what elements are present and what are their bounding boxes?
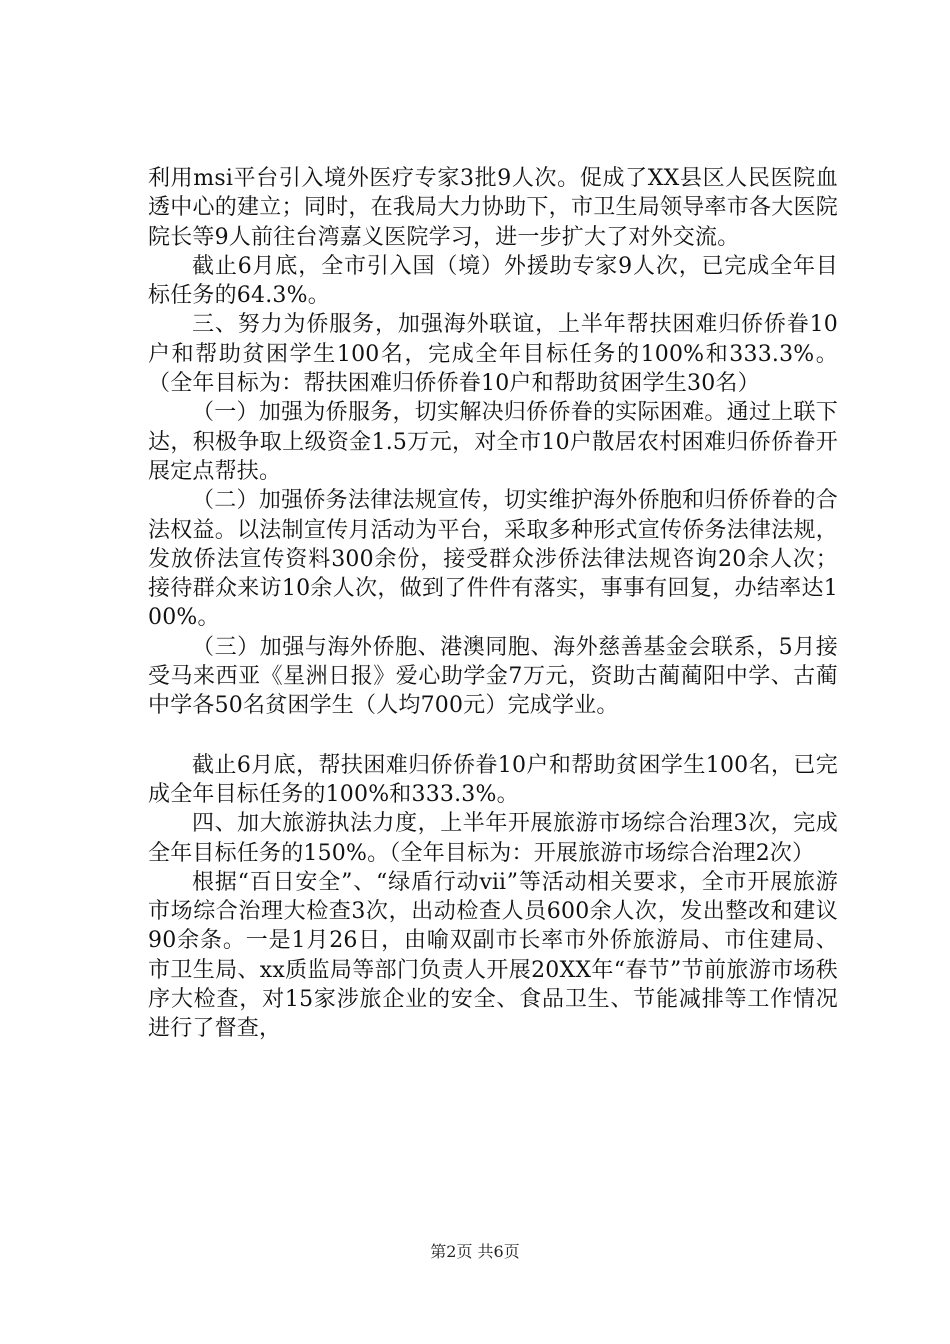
subsection-3: （三）加强与海外侨胞、港澳同胞、海外慈善基金会联系，5月接受马来西亚《星洲日报》爱心助学金7万元，资助古蔺蔺阳中学、古蔺中学各50名贫困学生（人均700元）完成学业。 bbox=[148, 634, 838, 719]
section-heading-3: 三、努力为侨服务，加强海外联谊，上半年帮扶困难归侨侨眷10户和帮助贫困学生100名，完成全年目标任务的100%和333.3%。（全年目标为：帮扶困难归侨侨眷10户和帮助贫困学生30名） bbox=[148, 312, 838, 397]
section-heading-4: 四、加大旅游执法力度，上半年开展旅游市场综合治理3次，完成全年目标任务的150%。（全年目标为：开展旅游市场综合治理2次） bbox=[148, 811, 838, 866]
subsection-2: （二）加强侨务法律法规宣传，切实维护海外侨胞和归侨侨眷的合法权益。以法制宣传月活动为平台，采取多种形式宣传侨务法律法规，发放侨法宣传资料300余份，接受群众涉侨法律法规咨询20余人次；接待群众来访10余人次，做到了件件有落实，事事有回复，办结率达100%。 bbox=[148, 488, 838, 631]
paragraph-summary-experts: 截止6月底，全市引入国（境）外援助专家9人次，已完成全年目标任务的64.3%。 bbox=[148, 253, 838, 309]
document-body bbox=[148, 164, 838, 1044]
paragraph-continued: 利用msi平台引入境外医疗专家3批9人次。促成了XX县区人民医院血透中心的建立；同时，在我局大力协助下，市卫生局领导率市各大医院院长等9人前往台湾嘉义医院学习，进一步扩大了对外交流。 bbox=[148, 166, 838, 250]
paragraph-gap bbox=[148, 721, 838, 751]
subsection-1: （一）加强为侨服务，切实解决归侨侨眷的实际困难。通过上联下达，积极争取上级资金1.5万元，对全市10户散居农村困难归侨侨眷开展定点帮扶。 bbox=[148, 400, 838, 484]
page-number-footer: 第2页 共6页 bbox=[430, 1242, 520, 1261]
paragraph-summary-aid: 截止6月底，帮扶困难归侨侨眷10户和帮助贫困学生100名，已完成全年目标任务的100%和333.3%。 bbox=[148, 752, 838, 807]
paragraph-inspections: 根据“百日安全”、“绿盾行动ⅶ”等活动相关要求，全市开展旅游市场综合治理大检查3次，出动检查人员600余人次，发出整改和建议90余条。一是1月26日，由喻双副市长率市外侨旅游局、市住建局、市卫生局、xx质监局等部门负责人开展20XX年“春节”节前旅游市场秩序大检查，对15家涉旅企业的安全、食品卫生、节能减排等工作情况进行了督查， bbox=[148, 869, 838, 1042]
